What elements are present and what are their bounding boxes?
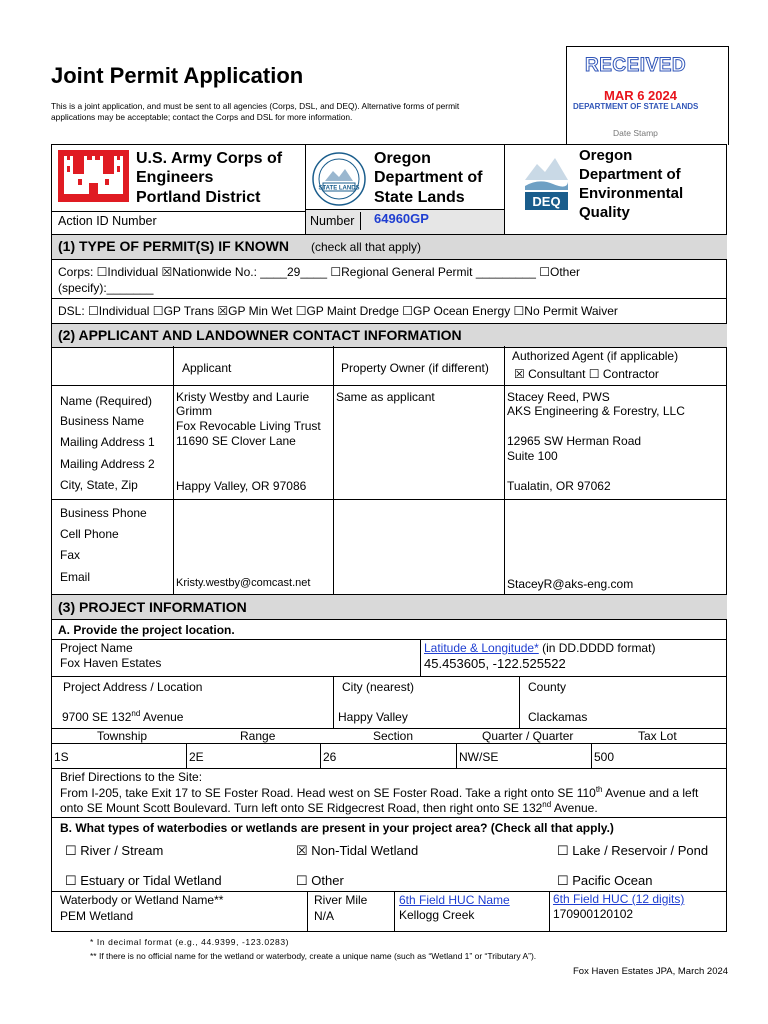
contact-mid-line — [52, 499, 727, 500]
footnote-2: ** If there is no official name for the wetland or waterbody, create a unique name (such as “Wetland 1” or “Tributary A”). — [90, 951, 537, 961]
corps-permit-row[interactable]: Corps: ☐Individual ☒Nationwide No.: ____29____ ☐Regional General Permit _________ ☐Other — [58, 265, 580, 279]
deq-name-2: Department of — [579, 166, 681, 183]
agent-type-options[interactable]: ☒ Consultant ☐ Contractor — [514, 367, 659, 381]
river-mile-value[interactable]: N/A — [314, 909, 335, 923]
label-mailing-1: Mailing Address 1 — [60, 435, 155, 449]
agent-business[interactable]: AKS Engineering & Forestry, LLC — [507, 404, 685, 418]
s3-line-2 — [52, 676, 727, 677]
deq-logo — [523, 150, 570, 212]
agency-divider-2 — [504, 145, 505, 235]
s3-line-5 — [52, 768, 727, 769]
latlong-value[interactable]: 45.453605, -122.525522 — [424, 656, 566, 671]
township-header: Township — [97, 729, 148, 743]
directions-line-1a: From I-205, take Exit 17 to SE Foster Road. Head west on SE Foster Road. Take a right onto SE 110 — [60, 786, 596, 800]
contact-header-line — [52, 385, 727, 386]
county-label: County — [528, 680, 567, 694]
city-divider — [333, 676, 334, 728]
received-stamp: RECEIVED — [585, 55, 687, 76]
directions-line-2[interactable] — [60, 801, 598, 815]
section-3a-label: A. Provide the project location. — [58, 623, 235, 637]
applicant-email[interactable]: Kristy.westby@comcast.net — [176, 577, 311, 589]
section-1-subtitle: (check all that apply) — [311, 240, 422, 254]
address-value-sup: nd — [131, 709, 141, 718]
number-separator — [360, 212, 361, 230]
castle-icon — [58, 150, 129, 202]
applicant-city[interactable]: Happy Valley, OR 97086 — [176, 479, 307, 493]
corps-name-2: Engineers — [136, 169, 214, 186]
agent-address-1[interactable]: 12965 SW Herman Road — [507, 434, 642, 448]
owner-name[interactable]: Same as applicant — [336, 390, 435, 404]
waterbody-estuary[interactable]: ☐ Estuary or Tidal Wetland — [65, 873, 222, 888]
dsl-name-2: Department of — [374, 169, 483, 186]
latlong-link[interactable]: Latitude & Longitude* — [424, 641, 539, 655]
huc12-link[interactable]: 6th Field HUC (12 digits) — [553, 892, 685, 906]
quarter-value[interactable]: NW/SE — [459, 750, 499, 764]
latlong-divider — [420, 639, 421, 677]
taxlot-header: Tax Lot — [638, 729, 677, 743]
directions-line-2b: Avenue. — [551, 801, 598, 815]
taxlot-value[interactable]: 500 — [594, 750, 615, 764]
label-business-phone: Business Phone — [60, 506, 147, 520]
s3-line-4 — [52, 743, 727, 744]
address-value-main: 9700 SE 132 — [62, 710, 132, 724]
deq-mountain-icon — [523, 150, 570, 212]
agent-email[interactable]: StaceyR@aks-eng.com — [507, 577, 634, 591]
quarter-header: Quarter / Quarter — [482, 729, 574, 743]
deq-name-1: Oregon — [579, 147, 633, 164]
intro-line-2: applications may be acceptable; contact the Corps and DSL for more information. — [51, 112, 353, 122]
applicant-address[interactable]: 11690 SE Clover Lane — [176, 434, 296, 448]
latlong-format: (in DD.DDDD format) — [538, 641, 656, 655]
river-mile-label: River Mile — [314, 893, 368, 907]
section-1-title: (1) TYPE OF PERMIT(S) IF KNOWN — [58, 238, 289, 254]
deq-name-4: Quality — [579, 204, 630, 221]
wb-col-1 — [307, 891, 308, 932]
range-header: Range — [240, 729, 276, 743]
section-2-title: (2) APPLICANT AND LANDOWNER CONTACT INFORMATION — [58, 327, 462, 343]
stamp-department: DEPARTMENT OF STATE LANDS — [573, 102, 699, 111]
number-value: 64960GP — [374, 211, 429, 226]
grid-col-3 — [456, 743, 457, 768]
latlong-label — [424, 641, 655, 655]
section-header: Section — [373, 729, 414, 743]
col-owner: Property Owner (if different) — [341, 361, 489, 375]
directions-label: Brief Directions to the Site: — [60, 770, 203, 784]
project-name-value[interactable]: Fox Haven Estates — [60, 656, 162, 670]
deq-logo-text: DEQ — [532, 194, 561, 209]
applicant-name-1[interactable]: Kristy Westby and Laurie — [176, 390, 310, 404]
action-id-line — [52, 211, 306, 212]
waterbody-lake[interactable]: ☐ Lake / Reservoir / Pond — [557, 843, 709, 858]
applicant-name-2[interactable]: Grimm — [176, 404, 212, 418]
directions-line-2-sup: nd — [542, 800, 552, 809]
county-divider — [519, 676, 520, 728]
action-id-label: Action ID Number — [58, 214, 157, 228]
label-email: Email — [60, 570, 91, 584]
contact-col-1 — [173, 346, 174, 594]
project-name-label: Project Name — [60, 641, 133, 655]
label-business-name: Business Name — [60, 414, 145, 428]
agent-name[interactable]: Stacey Reed, PWS — [507, 390, 610, 404]
form-title: Joint Permit Application — [51, 63, 304, 88]
col-applicant: Applicant — [182, 361, 232, 375]
label-cell-phone: Cell Phone — [60, 527, 119, 541]
label-mailing-2: Mailing Address 2 — [60, 457, 155, 471]
huc6-name-value[interactable]: Kellogg Creek — [399, 908, 475, 922]
dsl-name-3: State Lands — [374, 189, 465, 206]
wb-col-3 — [549, 891, 550, 932]
agent-city[interactable]: Tualatin, OR 97062 — [507, 479, 611, 493]
dsl-name-1: Oregon — [374, 150, 431, 167]
contact-col-2 — [333, 346, 334, 594]
directions-line-1[interactable] — [60, 786, 698, 800]
dsl-permit-row[interactable]: DSL: ☐Individual ☐GP Trans ☒GP Min Wet ☐GP Maint Dredge ☐GP Ocean Energy ☐No Permit Waiver — [58, 304, 618, 318]
waterbody-name-value[interactable]: PEM Wetland — [60, 909, 134, 923]
wb-col-2 — [394, 891, 395, 932]
township-value[interactable]: 1S — [54, 750, 69, 764]
corps-name-3: Portland District — [136, 189, 261, 206]
dsl-seal — [311, 151, 367, 207]
directions-line-1b: Avenue and a left — [602, 786, 699, 800]
applicant-business[interactable]: Fox Revocable Living Trust — [176, 419, 321, 433]
dsl-seal-text: STATE LANDS — [318, 185, 360, 192]
label-name: Name (Required) — [60, 394, 153, 408]
section-value[interactable]: 26 — [323, 750, 337, 764]
agent-address-2[interactable]: Suite 100 — [507, 449, 558, 463]
range-value[interactable]: 2E — [189, 750, 204, 764]
contact-col-3 — [504, 346, 505, 594]
address-value-suffix: Avenue — [140, 710, 184, 724]
footnote-1: * In decimal format (e.g., 44.9399, -123.0283) — [90, 937, 290, 947]
stamp-date: MAR 6 2024 — [604, 88, 677, 103]
oregon-seal-icon — [311, 151, 367, 207]
huc12-value[interactable]: 170900120102 — [553, 907, 634, 921]
deq-name-3: Environmental — [579, 185, 684, 202]
corps-permit-specify[interactable]: (specify):_______ — [58, 281, 154, 295]
number-label: Number — [310, 214, 355, 228]
directions-line-1-sup: th — [595, 785, 603, 794]
s3-line-6 — [52, 817, 727, 818]
grid-col-1 — [186, 743, 187, 768]
s3-line-1 — [52, 639, 727, 640]
grid-col-4 — [591, 743, 592, 768]
waterbody-other[interactable]: ☐ Other — [296, 873, 344, 888]
waterbody-nontidal[interactable]: ☒ Non-Tidal Wetland — [296, 843, 419, 858]
address-label: Project Address / Location — [63, 680, 203, 694]
huc6-name-link[interactable]: 6th Field HUC Name — [399, 893, 510, 907]
grid-col-2 — [320, 743, 321, 768]
intro-line-1: This is a joint application, and must be sent to all agencies (Corps, DSL, and DEQ). Alternative forms of permit — [51, 101, 460, 111]
date-stamp-label: Date Stamp — [613, 128, 658, 138]
label-fax: Fax — [60, 548, 81, 562]
section-1-divider — [52, 298, 727, 299]
city-value[interactable]: Happy Valley — [338, 710, 408, 724]
directions-line-2a: onto SE Mount Scott Boulevard. Turn left onto SE Ridgecrest Road, then right onto SE 132 — [60, 801, 543, 815]
section-3-title: (3) PROJECT INFORMATION — [58, 599, 247, 615]
page-footer: Fox Haven Estates JPA, March 2024 — [573, 966, 729, 977]
waterbody-river[interactable]: ☐ River / Stream — [65, 843, 164, 858]
label-city-state-zip: City, State, Zip — [60, 478, 138, 492]
waterbody-name-label: Waterbody or Wetland Name** — [60, 893, 224, 907]
city-label: City (nearest) — [342, 680, 415, 694]
address-value[interactable] — [62, 710, 183, 724]
col-agent: Authorized Agent (if applicable) — [512, 349, 679, 363]
waterbody-ocean[interactable]: ☐ Pacific Ocean — [557, 873, 653, 888]
corps-logo — [58, 150, 129, 202]
county-value[interactable]: Clackamas — [528, 710, 588, 724]
section-3b-label: B. What types of waterbodies or wetlands are present in your project area? (Check all that apply.) — [60, 821, 614, 835]
corps-name-1: U.S. Army Corps of — [136, 150, 283, 167]
